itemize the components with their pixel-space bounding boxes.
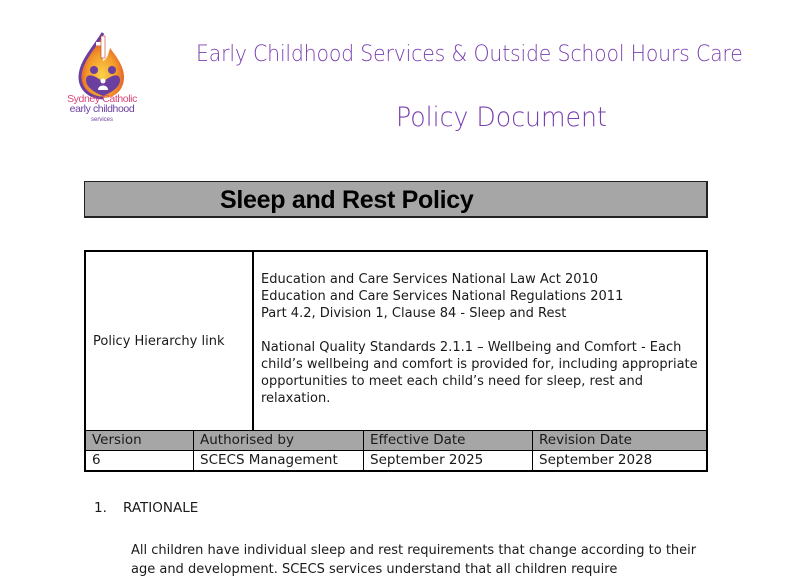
hierarchy-line: Education and Care Services National Regulations 2011 [261, 289, 624, 304]
policy-title: Sleep and Rest Policy [220, 186, 474, 214]
flame-cross-family-icon [58, 30, 148, 100]
header-document-type: Policy Document [396, 102, 607, 133]
logo-line-1: Sydney Catholic [67, 93, 137, 105]
version-data-row [86, 451, 706, 470]
rationale-paragraph: All children have individual sleep and rest requirements that change according to their age and development. SCECS services understand that all children require [131, 543, 697, 577]
section-heading-rationale [94, 500, 198, 516]
logo-line-3: services [90, 117, 113, 123]
nqs-text: National Quality Standards 2.1.1 – Wellbeing and Comfort - Each child’s wellbeing and comfort is provided for, including appropriate opportunities to meet each child’s need for sleep, rest and relaxation. [261, 340, 698, 406]
hierarchy-content [254, 252, 706, 430]
policy-info-table [84, 250, 708, 472]
version-header-row [86, 431, 706, 451]
policy-title-banner [84, 181, 708, 218]
version-value: 6 [86, 451, 194, 470]
column-header-effective-date: Effective Date [364, 431, 533, 450]
section-title: RATIONALE [123, 500, 199, 516]
hierarchy-links [261, 271, 706, 322]
header-services-title: Early Childhood Services & Outside School Hours Care [196, 42, 743, 67]
column-header-revision-date: Revision Date [539, 432, 632, 448]
hierarchy-label: Policy Hierarchy link [86, 252, 254, 430]
section-number: 1. [94, 500, 107, 516]
authorised-by-value: SCECS Management [194, 451, 364, 470]
logo-line-2: early childhood [69, 103, 135, 115]
hierarchy-line: Education and Care Services National Law Act 2010 [261, 272, 599, 287]
column-header-version: Version [86, 431, 194, 450]
effective-date-value: September 2025 [364, 451, 533, 470]
hierarchy-row [86, 252, 706, 431]
logo-text [56, 94, 148, 125]
column-header-authorised-by: Authorised by [194, 431, 364, 450]
hierarchy-line: Part 4.2, Division 1, Clause 84 - Sleep and Rest [261, 306, 567, 321]
revision-date-value: September 2028 [539, 452, 653, 468]
